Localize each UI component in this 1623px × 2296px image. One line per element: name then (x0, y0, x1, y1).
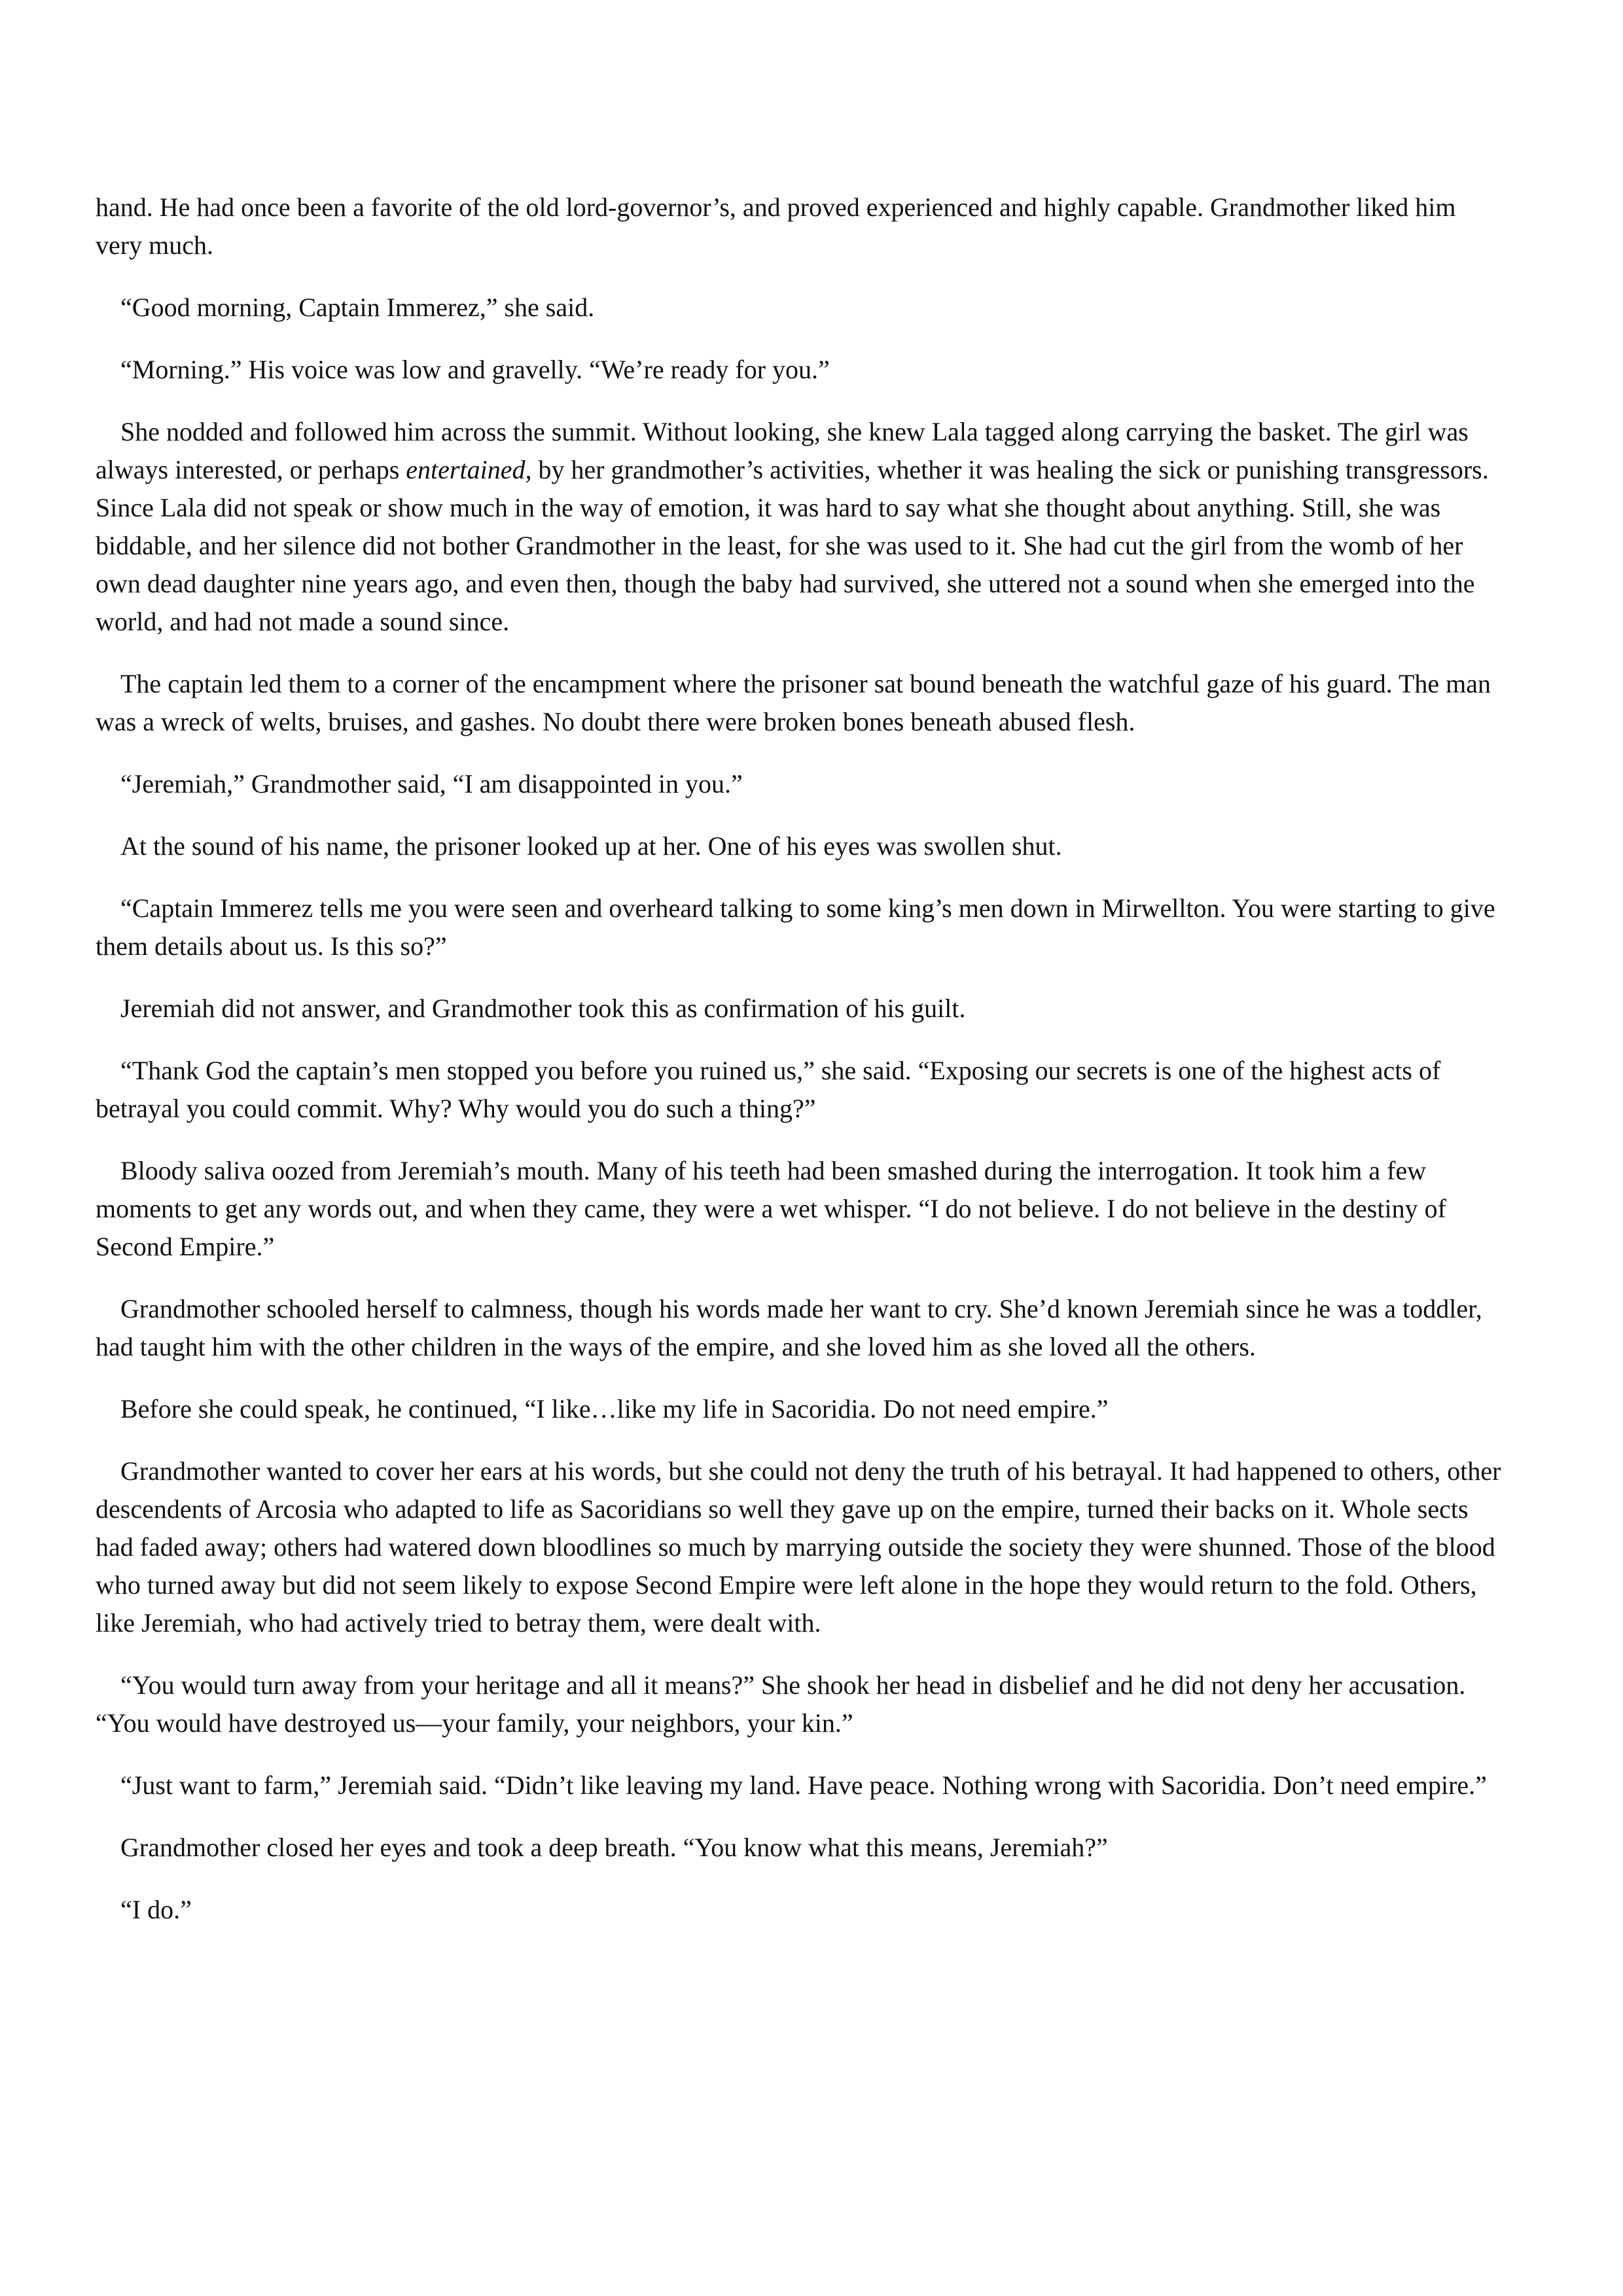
paragraph: “Good morning, Captain Immerez,” she said. (120, 293, 595, 322)
paragraph (96, 413, 1505, 641)
paragraph: Grandmother wanted to cover her ears at his words, but she could not deny the truth of his betrayal. It had happened to others, other descendents of Arcosia who adapted to life as Sacoridians so well they gave up on the empire, turned their backs on it. Whole sects had faded away; others had watered down bloodlines so much by marrying outside the society they were shunned. Those of the blood who turned away but did not seem likely to expose Second Empire were left alone in the hope they would return to the fold. Others, like Jeremiah, who had actively tried to betray them, were dealt with. (96, 1456, 1501, 1638)
paragraph: “Jeremiah,” Grandmother said, “I am disappointed in you.” (120, 769, 743, 798)
paragraph: Grandmother schooled herself to calmness, though his words made her want to cry. She’d known Jeremiah since he was a toddler, had taught him with the other children in the ways of the empire, and she loved him as she loved all the others. (96, 1294, 1482, 1361)
paragraph: “Thank God the captain’s men stopped you before you ruined us,” she said. “Exposing our secrets is one of the highest acts of betrayal you could commit. Why? Why would you do such a thing?” (96, 1056, 1441, 1123)
paragraph: “Just want to farm,” Jeremiah said. “Didn’t like leaving my land. Have peace. Nothing wrong with Sacoridia. Don’t need empire.” (120, 1770, 1487, 1800)
paragraph: “You would turn away from your heritage and all it means?” She shook her head in disbelief and he did not deny her accusation. “You would have destroyed us—your family, your neighbors, your kin.” (96, 1670, 1466, 1738)
paragraph: “Captain Immerez tells me you were seen and overheard talking to some king’s men down in Mirwellton. You were starting to give them details about us. Is this so?” (96, 893, 1495, 961)
book-page (96, 188, 1505, 1953)
paragraph: “Morning.” His voice was low and gravelly. “We’re ready for you.” (120, 355, 830, 384)
paragraph: Before she could speak, he continued, “I like…like my life in Sacoridia. Do not need empire.” (120, 1394, 1109, 1424)
paragraph: The captain led them to a corner of the encampment where the prisoner sat bound beneath the watchful gaze of his guard. The man was a wreck of welts, bruises, and gashes. No doubt there were broken bones beneath abused flesh. (96, 669, 1491, 736)
paragraph: Grandmother closed her eyes and took a deep breath. “You know what this means, Jeremiah?” (120, 1833, 1108, 1862)
paragraph: At the sound of his name, the prisoner looked up at her. One of his eyes was swollen shut. (120, 831, 1062, 861)
paragraph: hand. He had once been a favorite of the old lord-governor’s, and proved experienced and highly capable. Grandmother liked him very much. (96, 192, 1456, 260)
paragraph: “I do.” (120, 1895, 192, 1924)
paragraph-text: She nodded and followed him across the summit. Without looking, she knew Lala tagged along carrying the basket. The girl was always interested, or perhaps (96, 417, 1469, 484)
paragraph-text: by her grandmother’s activities, whether it was healing the sick or punishing transgressors. Since Lala did not speak or show much in the way of emotion, it was hard to say what she thought about anything. Still, she was biddable, and her silence did not bother Grandmother in the least, for she was used to it. She had cut the girl from the womb of her own dead daughter nine years ago, and even then, though the baby had survived, she uttered not a sound when she emerged into the world, and had not made a sound since. (96, 455, 1489, 636)
paragraph: Jeremiah did not answer, and Grandmother took this as confirmation of his guilt. (120, 994, 966, 1023)
paragraph: Bloody saliva oozed from Jeremiah’s mouth. Many of his teeth had been smashed during the interrogation. It took him a few moments to get any words out, and when they came, they were a wet whisper. “I do not believe. I do not believe in the destiny of Second Empire.” (96, 1156, 1446, 1261)
emphasized-word: entertained, (406, 455, 532, 484)
